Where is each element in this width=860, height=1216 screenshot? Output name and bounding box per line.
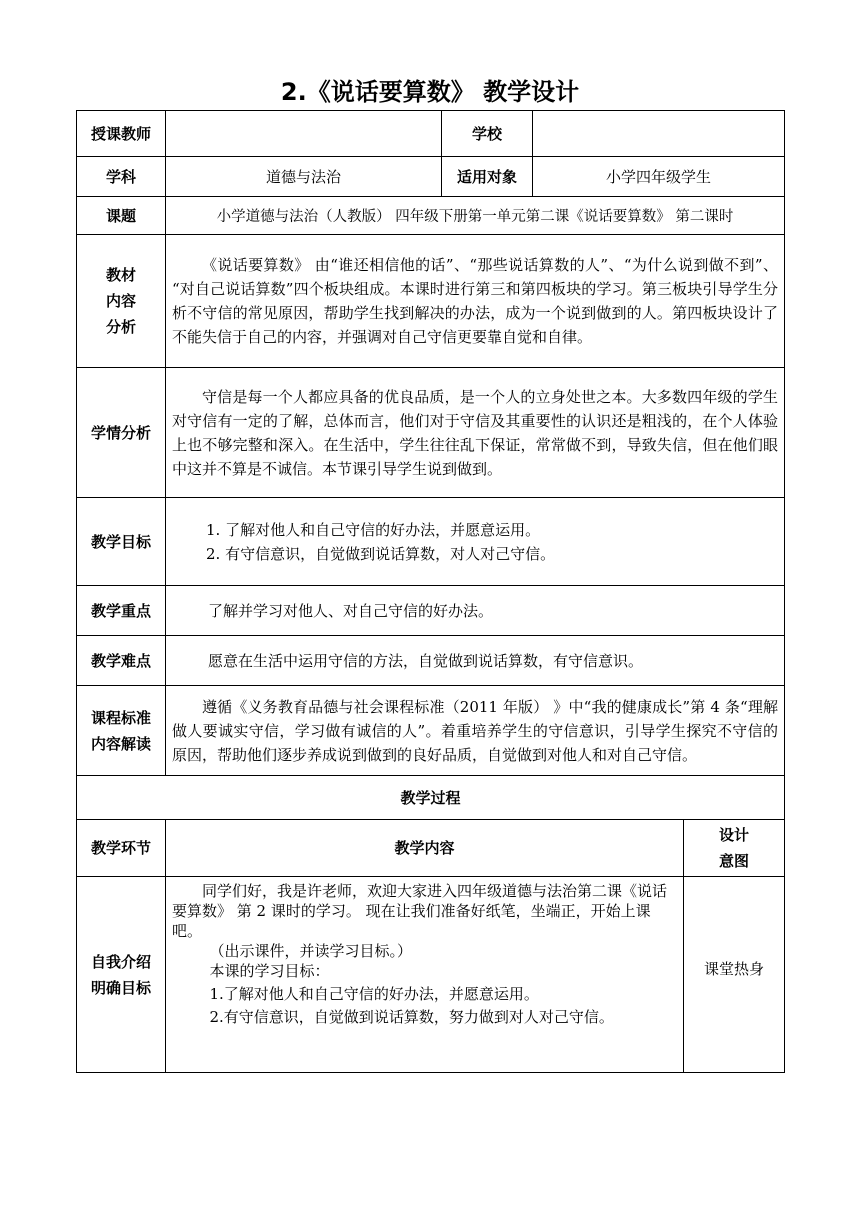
row-topic [77, 197, 785, 235]
textbook-label [77, 235, 166, 368]
row-teacher-school [77, 111, 785, 157]
subject-value: 道德与法治 [166, 157, 442, 197]
lesson-plan-table [76, 110, 785, 1073]
document-title: 2.《说话要算数》 教学设计 [280, 78, 580, 106]
standard-text: 遵循《义务教育品德与社会课程标准（2011 年版） 》中“我的健康成长”第 4 条“理解做人要诚实守信，学习做有诚信的人”。着重培养学生的守信意识，引导学生探究不守信的原因，帮助他们逐步养成说到做到的良好品质，自觉做到对他人和对自己守信。 [172, 697, 778, 764]
intent-header-line: 设计 [718, 826, 749, 844]
school-value [533, 111, 785, 157]
textbook-label-line: 教材 [105, 266, 136, 284]
stage-intro [77, 877, 166, 1073]
intent-header-line: 意图 [718, 852, 749, 870]
row-learner [77, 368, 785, 498]
textbook-label-line: 分析 [105, 318, 136, 336]
teacher-value [166, 111, 442, 157]
textbook-text: 《说话要算数》 由“谁还相信他的话”、“那些说话算数的人”、“为什么说到做不到”、 “对自己说话算数”四个板块组成。本课时进行第三和第四板块的学习。第三板块引导学生分析不守信的常见原因，帮助学生找到解决的办法，成为一个说到做到的人。第四板块设计了不能失信于自己的内容，并强调对自己守信更要靠自觉和自律。 [172, 256, 778, 346]
intro-paragraph: （出示课件，并读学习目标。） [209, 942, 413, 960]
intro-paragraph: 本课的学习目标： [209, 962, 330, 980]
row-key-point [77, 586, 785, 636]
row-subject [77, 157, 785, 197]
difficulty-text: 愿意在生活中运用守信的方法，自觉做到说话算数，有守信意识。 [166, 636, 785, 686]
goals-label: 教学目标 [77, 498, 166, 586]
subject-label: 学科 [77, 157, 166, 197]
intent-column-header [684, 820, 785, 877]
textbook-label-line: 内容 [105, 292, 136, 310]
stage-line: 自我介绍 [90, 952, 151, 971]
intro-goal-item: 1.了解对他人和自己守信的好办法，并愿意运用。 [209, 985, 539, 1003]
intro-content [166, 877, 684, 1073]
intro-intent: 课堂热身 [684, 877, 785, 1073]
row-process-title [77, 776, 785, 820]
audience-label: 适用对象 [442, 157, 533, 197]
row-process-intro [77, 877, 785, 1073]
standard-interpretation [166, 686, 785, 776]
key-point-label: 教学重点 [77, 586, 166, 636]
goals-list [166, 498, 785, 586]
goal-item: 2. 有守信意识，自觉做到说话算数，对人对己守信。 [206, 544, 556, 563]
textbook-analysis [166, 235, 785, 368]
stage-column-header: 教学环节 [77, 820, 166, 877]
row-standard [77, 686, 785, 776]
key-point-text: 了解并学习对他人、对自己守信的好办法。 [166, 586, 785, 636]
content-column-header: 教学内容 [166, 820, 684, 877]
row-textbook [77, 235, 785, 368]
difficulty-label: 教学难点 [77, 636, 166, 686]
learner-label: 学情分析 [77, 368, 166, 498]
standard-label-line: 课程标准 [90, 708, 151, 727]
standard-label-line: 内容解读 [90, 734, 151, 753]
learner-analysis [166, 368, 785, 498]
stage-line: 明确目标 [90, 978, 151, 997]
row-goals [77, 498, 785, 586]
learner-text: 守信是每一个人都应具备的优良品质，是一个人的立身处世之本。大多数四年级的学生对守信有一定的了解，总体而言，他们对于守信及其重要性的认识还是粗浅的，在个人体验上也不够完整和深入。在生活中，学生往往乱下保证，常常做不到，导致失信，但在他们眼中这并不算是不诚信。本节课引导学生说到做到。 [172, 387, 778, 478]
topic-value: 小学道德与法治（人教版） 四年级下册第一单元第二课《说话要算数》 第二课时 [166, 197, 785, 235]
teacher-label: 授课教师 [77, 111, 166, 157]
row-process-header [77, 820, 785, 877]
audience-value: 小学四年级学生 [533, 157, 785, 197]
topic-label: 课题 [77, 197, 166, 235]
school-label: 学校 [442, 111, 533, 157]
intro-paragraph: 同学们好，我是许老师，欢迎大家进入四年级道德与法治第二课《说话要算数》 第 2 课时的学习。 现在让我们准备好纸笔，坐端正，开始上课吧。 [172, 882, 668, 940]
intro-goal-item: 2.有守信意识，自觉做到说话算数，努力做到对人对己守信。 [209, 1008, 614, 1026]
standard-label [77, 686, 166, 776]
process-section-title: 教学过程 [77, 776, 785, 820]
row-difficulty [77, 636, 785, 686]
goal-item: 1. 了解对他人和自己守信的好办法，并愿意运用。 [206, 520, 541, 539]
